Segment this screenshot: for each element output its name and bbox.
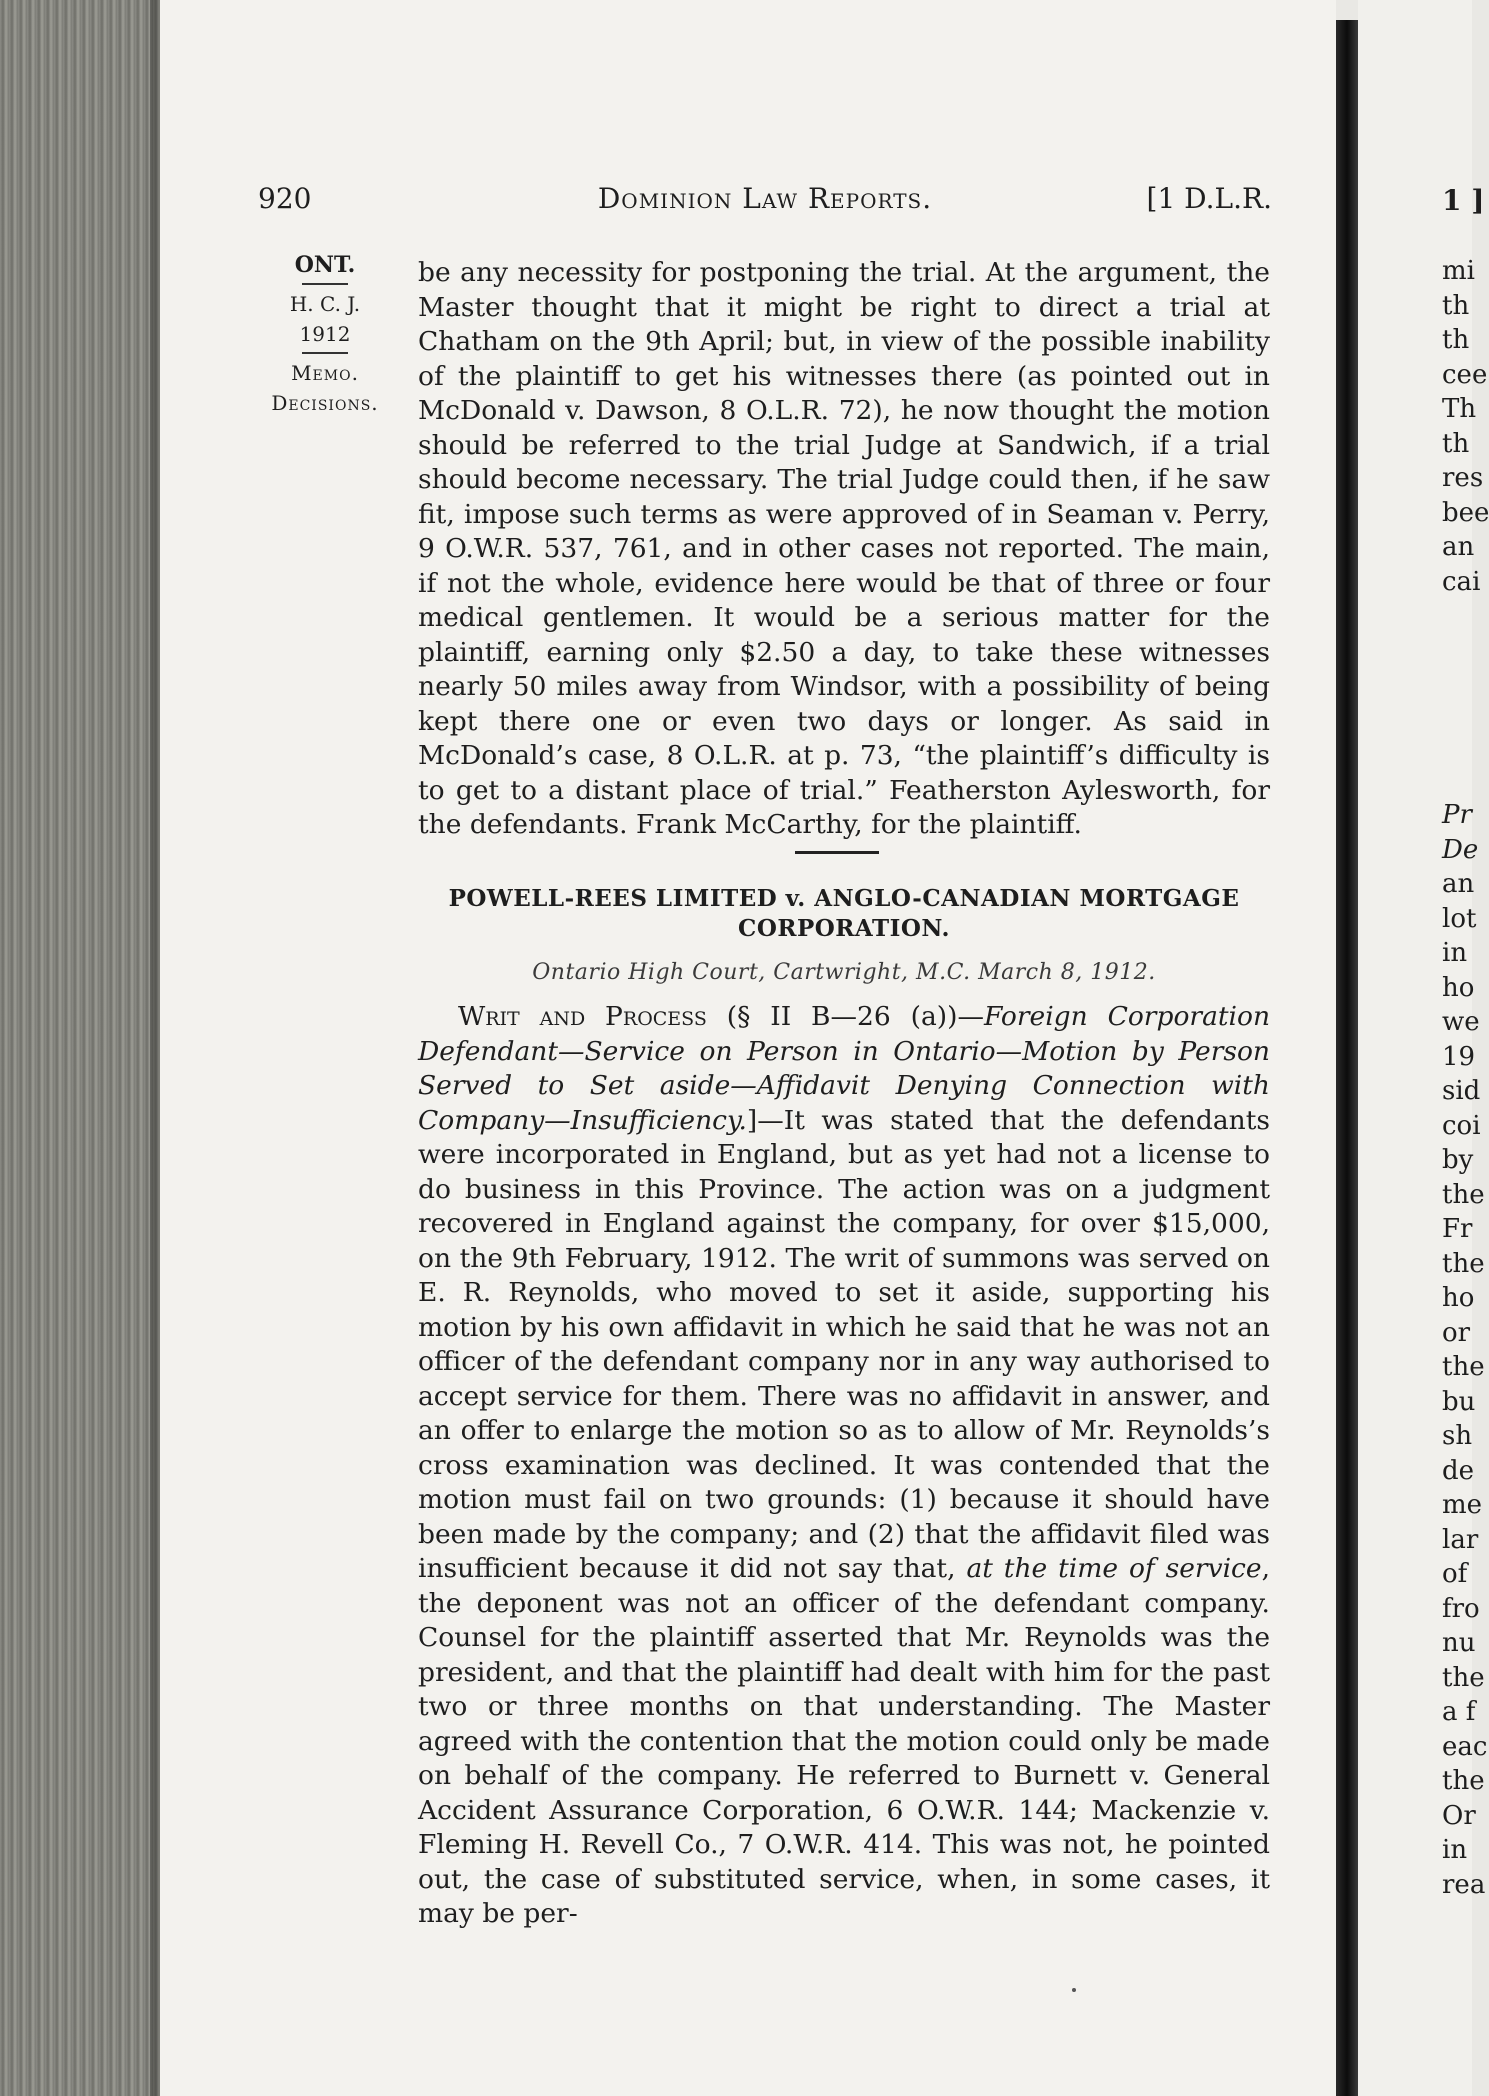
next-page-line: th [1442,325,1470,355]
next-page-line: th [1442,290,1470,321]
page-number: 920 [258,182,312,215]
next-page-line: coi [1442,1110,1481,1141]
next-page-line: ho [1442,1283,1475,1313]
running-title: Dominion Law Reports. [597,182,933,215]
next-page-line: by [1442,1145,1474,1175]
next-page-line: the [1442,1662,1485,1693]
headnote-lead: Writ and Process [458,1001,707,1032]
next-page-line: in [1442,1835,1468,1865]
next-page-fragment [1358,0,1489,2096]
margin-note [260,250,390,418]
next-page-line: in [1442,938,1468,968]
next-page-line: bu [1442,1386,1476,1417]
next-page-line: cee [1442,359,1488,390]
next-page-line: or [1442,1317,1471,1348]
margin-year: 1912 [299,322,351,346]
next-page-line: the [1442,1248,1485,1279]
case-body [418,1000,1270,1932]
margin-section-1: Memo. [291,361,359,385]
next-page-line: an [1442,532,1475,562]
ink-dot [1072,1988,1076,1992]
next-page-line: fro [1442,1593,1480,1624]
margin-section-2: Decisions. [271,391,379,415]
next-page-line: sid [1442,1076,1481,1106]
next-page-line: the [1442,1179,1485,1210]
next-page-line: bee [1442,497,1489,528]
next-page-line: nu [1442,1628,1476,1658]
next-page-line: De [1442,834,1479,865]
next-page-line: lar [1442,1524,1479,1555]
next-page-line: of [1442,1559,1468,1589]
headnote-italic: Foreign Corporation Defendant—Service on Person in Ontario—Motion by Person Served to Set aside—Affidavit Denying Connection with Company—Insufficiency. [418,1001,1271,1136]
next-page-line: rea [1442,1869,1486,1900]
next-page-line: 19 [1442,1041,1476,1072]
next-page-line: de [1442,1455,1475,1486]
margin-rule [302,283,348,285]
court-line: Ontario High Court, Cartwright, M.C. March 8, 1912. [532,960,1156,985]
margin-court: H. C. J. [289,292,361,316]
next-page-line: an [1442,869,1475,899]
margin-rule [302,352,348,354]
case-text-part-2: , the deponent was not an officer of the defendant company. Counsel for the plaintiff asserted that Mr. Reynolds was the president, and that the plaintiff had dealt with him for the past two or three months on that understanding. The Master agreed with the contention that the motion could only be made on behalf of the company. He referred to Burnett v. General Accident Assurance Corporation, 6 O.W.R. 144; Mackenzie v. Fleming H. Revell Co., 7 O.W.R. 414. This was not, he pointed out, the case of substituted service, when, in some cases, it may be per- [418,1553,1271,1929]
next-page-line: Fr [1442,1214,1473,1244]
next-page-line: ho [1442,972,1475,1003]
running-head [258,182,1272,222]
section-divider [795,851,879,854]
book-gutter [1336,20,1358,2096]
next-page-line: we [1442,1007,1480,1037]
next-page-line: eac [1442,1731,1488,1762]
case-title: POWELL-REES LIMITED v. ANGLO-CANADIAN MORTGAGE CORPORATION. [448,885,1240,942]
next-page-line: a f [1442,1697,1476,1727]
next-page-line: res [1442,463,1484,493]
case-inline-italic: at the time of service [966,1553,1262,1584]
next-page-line: the [1442,1352,1485,1382]
previous-case-text: be any necessity for postponing the trial. At the argument, the Master thought that it might be right to direct a trial at Chatham on the 9th April; but, in view of the possible inability of the plaintiff to get his witnesses there (as pointed out in McDonald v. Dawson, 8 O.L.R. 72), he now thought the motion should be referred to the trial Judge at Sandwich, if a trial should become necessary. The trial Judge could then, if he saw fit, impose such terms as were approved of in Seaman v. Perry, 9 O.W.R. 537, 761, and in other cases not reported. The main, if not the whole, evidence here would be that of three or four medical gentlemen. It would be a serious matter for the plaintiff, earning only $2.50 a day, to take these witnesses nearly 50 miles away from Windsor, with a possibility of being kept there one or even two days or longer. As said in McDonald’s case, 8 O.L.R. at p. 73, “the plaintiff’s difficulty is to get to a distant place of trial.” Featherston Aylesworth, for the defendants. Frank McCarthy, for the plaintiff. [418,257,1270,840]
next-page-line: cai [1442,566,1481,597]
next-page-line: lot [1442,903,1477,934]
case-text-part-1: ]—It was stated that the defendants were incorporated in England, but as yet had not a license to do business in this Province. The action was on a judgment recovered in England against the company, for over $15,000, on the 9th February, 1912. The writ of summons was served on E. R. Reynolds, who moved to set it aside, supporting his motion by his own affidavit in which he said that he was not an officer of the defendant company nor in any way authorised to accept service for them. There was no affidavit in answer, and an offer to enlarge the motion so as to allow of Mr. Reynolds’s cross examination was declined. It was contended that the motion must fail on two grounds: (1) because it should have been made by the company; and (2) that the affidavit filed was insufficient because it did not say that, [418,1104,1270,1584]
next-page-line: sh [1442,1421,1473,1451]
next-page-line: th [1442,428,1470,459]
next-page-line: Or [1442,1800,1476,1831]
headnote-section: (§ II B—26 (a))— [706,1001,984,1032]
next-page-line: mi [1442,256,1475,286]
margin-province: ONT. [294,252,356,278]
next-page-line: Pr [1442,800,1472,830]
next-page-line: me [1442,1490,1483,1520]
next-page-line: Th [1442,394,1477,424]
volume-label: [1 D.L.R. [1146,182,1272,215]
next-page-line: the [1442,1766,1485,1796]
book-edge [0,0,160,2096]
next-page-header: 1 ] [1442,184,1485,217]
